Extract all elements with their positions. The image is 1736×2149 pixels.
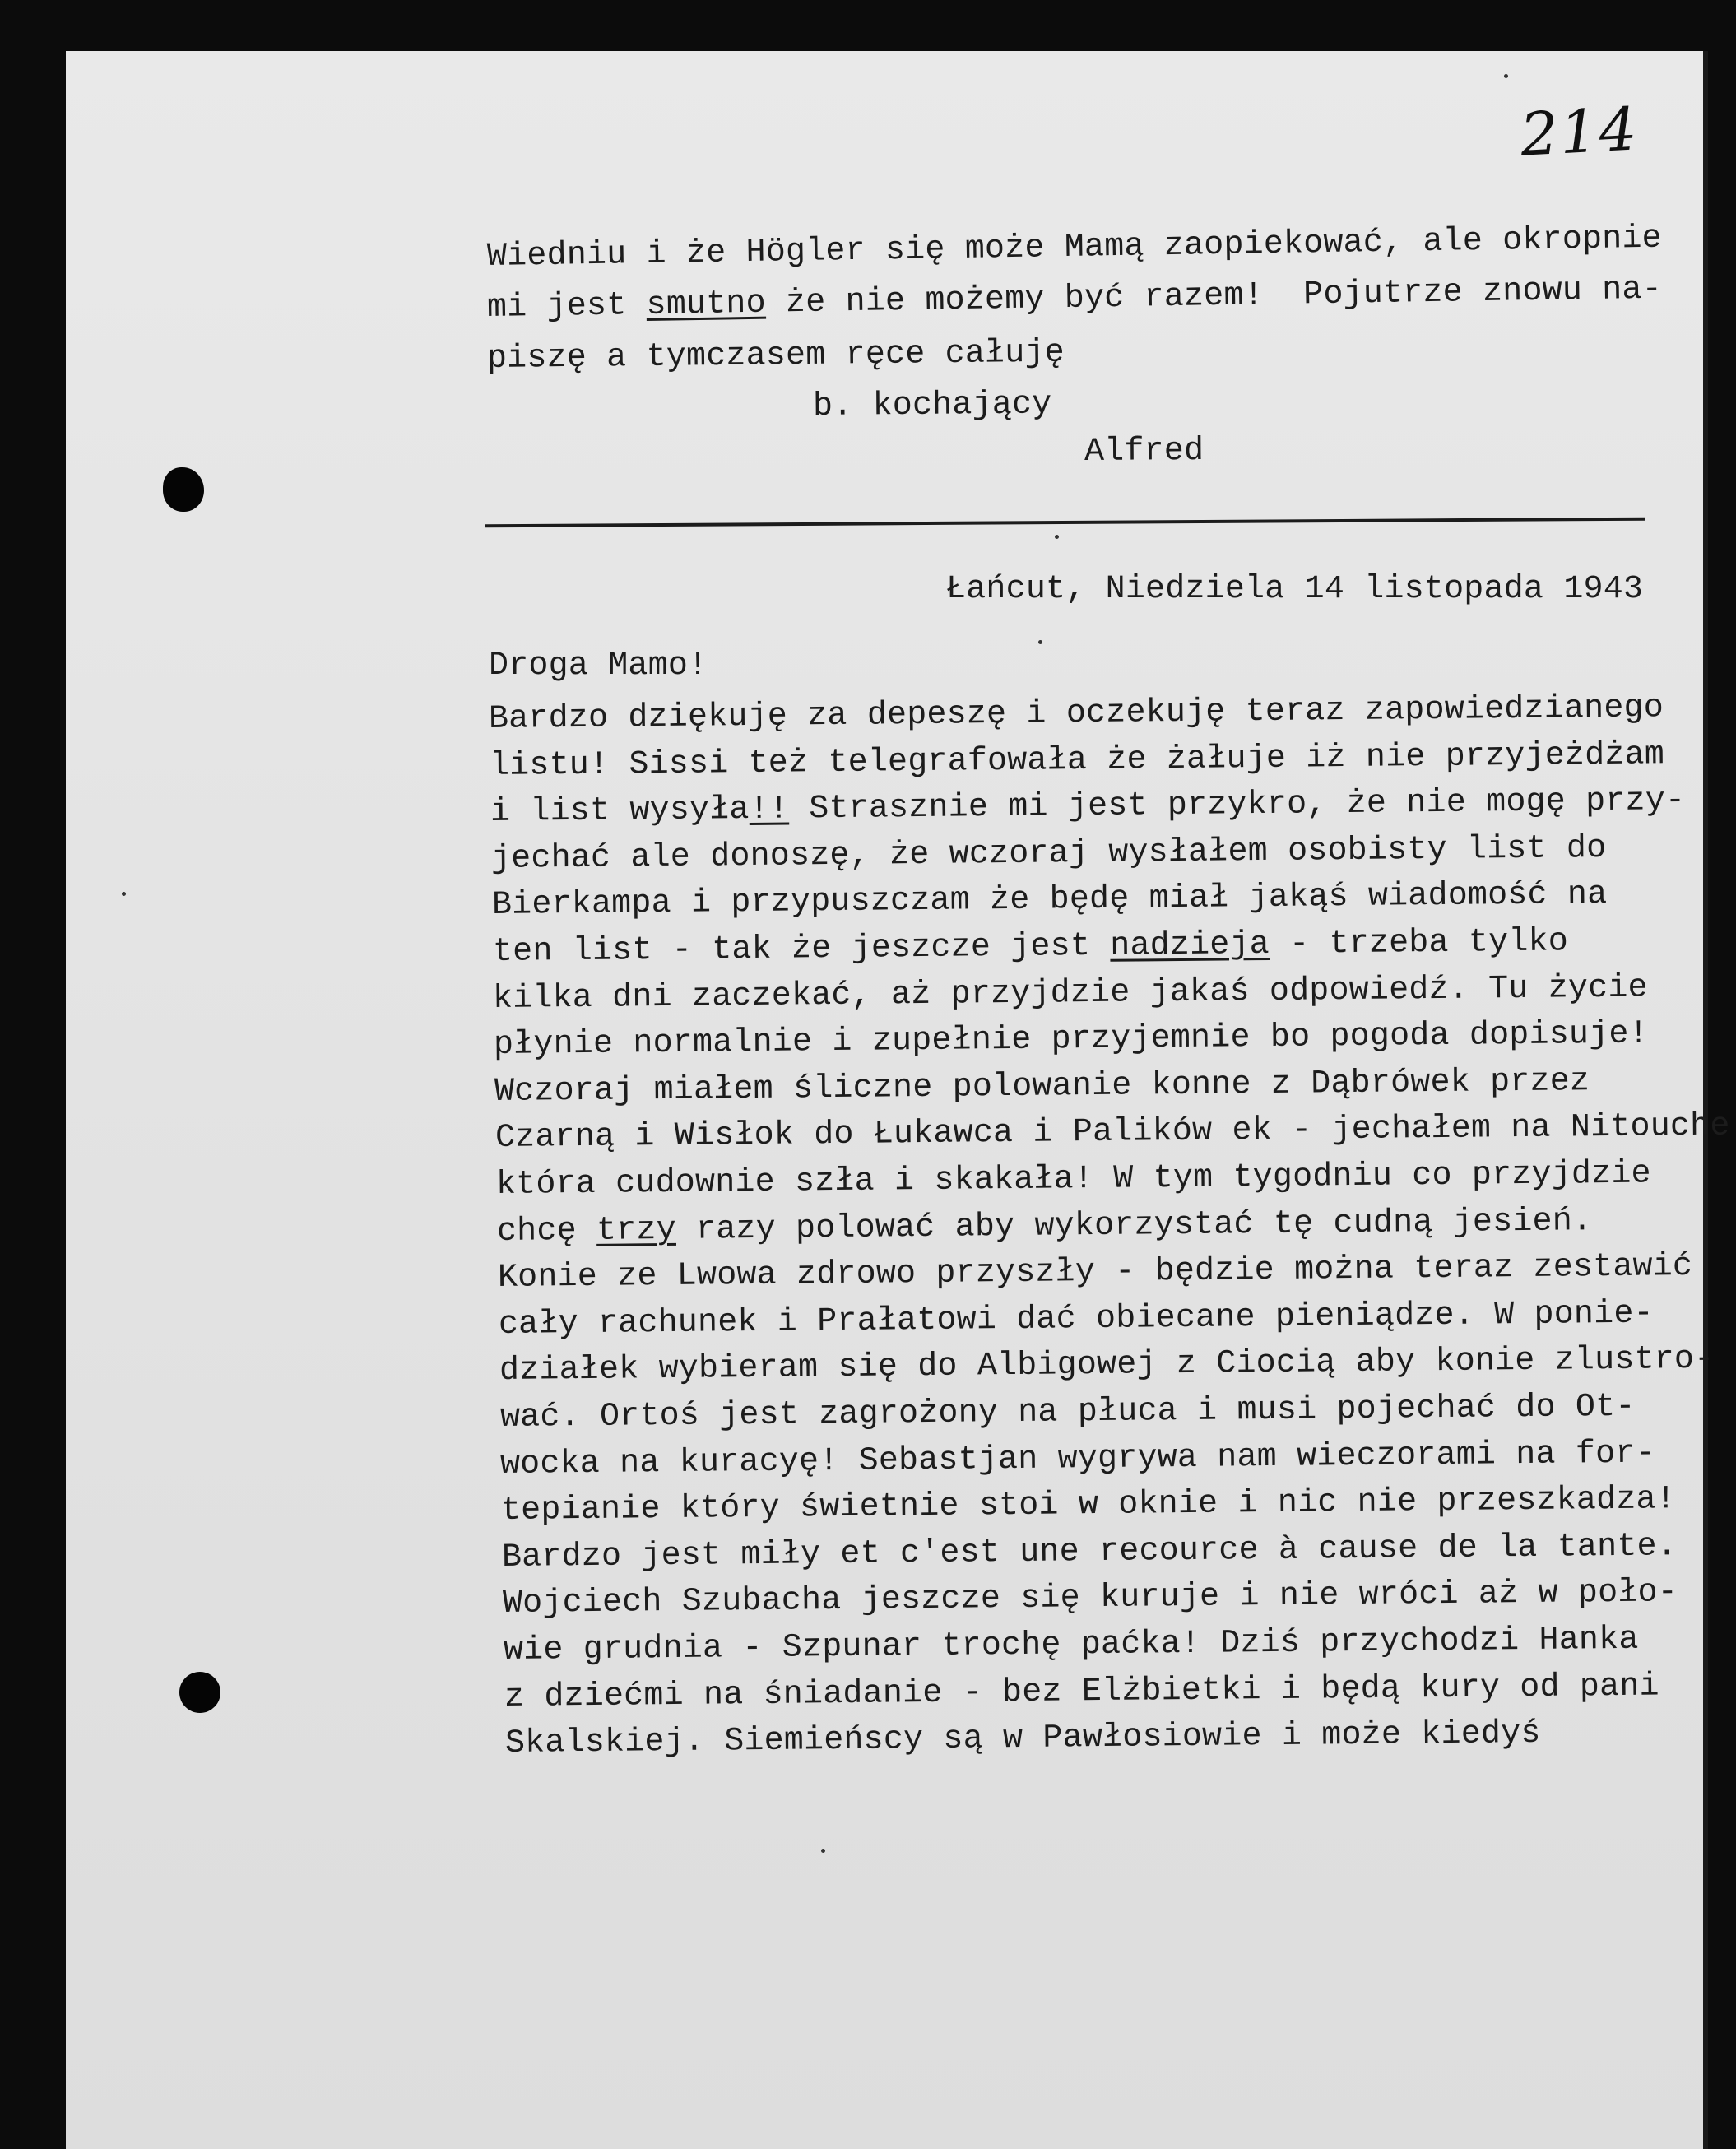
letter-line: Wczoraj miałem śliczne polowanie konne z Dąbrówek przez	[494, 1063, 1590, 1111]
letter-line: z dziećmi na śniadanie - bez Elżbietki i będą kury od pani	[504, 1668, 1659, 1716]
letter-line: cały rachunek i Prałatowi dać obiecane pieniądze. W ponie-	[498, 1295, 1654, 1344]
letter-line: Wojciech Szubacha jeszcze się kuruje i nie wróci aż w poło-	[502, 1574, 1678, 1622]
letter-line: Czarną i Wisłok do Łukawca i Palików ek - jechałem na Nitouche	[494, 1107, 1730, 1157]
letter-line: piszę a tymczasem ręce całuję	[486, 334, 1065, 378]
letter-line: kilka dni zaczekać, aż przyjdzie jakaś odpowiedź. Tu życie	[492, 969, 1648, 1018]
text-run: razy polować aby wykorzystać tę cudną jesień.	[675, 1203, 1593, 1249]
underlined-word: nadzieja	[1110, 926, 1270, 965]
speck	[821, 1849, 825, 1853]
letter-line: wocka na kuracyę! Sebastjan wygrywa nam wieczorami na for-	[499, 1435, 1655, 1483]
letter-line: Bardzo dziękuję za depeszę i oczekuję teraz zapowiedzianego	[488, 689, 1664, 738]
speck	[1055, 535, 1059, 539]
text-run: że nie możemy być razem! Pojutrze znowu na-	[765, 271, 1663, 323]
text-run: chcę	[496, 1212, 597, 1251]
letter-line: Skalskiej. Siemieńscy są w Pawłosiowie i może kiedyś	[504, 1715, 1541, 1762]
underlined-word: !!	[749, 791, 790, 829]
handwritten-page-number: 214	[1518, 94, 1641, 169]
speck	[1504, 74, 1508, 78]
letter-line: Wiedniu i że Högler się może Mamą zaopiekować, ale okropnie	[486, 220, 1663, 276]
letter-line: jechać ale donoszę, że wczoraj wysłałem osobisty list do	[490, 829, 1607, 878]
text-run: ten list - tak że jeszcze jest	[492, 927, 1111, 971]
text-run: mi jest	[486, 286, 647, 327]
place-date: Łańcut, Niedziela 14 listopada 1943	[946, 571, 1644, 608]
letter-line: wać. Ortoś jest zagrożony na płuca i musi pojechać do Ot-	[499, 1388, 1636, 1437]
letter-line: Alfred	[1084, 432, 1205, 471]
punch-hole-bottom	[179, 1672, 220, 1713]
letter-line: Bierkampa i przypuszczam że będę miał jakąś wiadomość na	[491, 875, 1608, 924]
letter-line: b. kochający	[812, 386, 1052, 425]
text-run: - trzeba tylko	[1269, 923, 1569, 963]
text-run: i list wysyła	[490, 791, 750, 831]
letter-line: listu! Sissi też telegrafowała że żałuje iż nie przyjeżdżam	[489, 736, 1665, 785]
speck	[1038, 640, 1042, 644]
letter-line: tepianie który świetnie stoi w oknie i nic nie przeszkadza!	[500, 1481, 1677, 1529]
salutation: Droga Mamo!	[489, 647, 708, 685]
underlined-word: trzy	[596, 1211, 677, 1250]
letter-line: wie grudnia - Szpunar trochę paćka! Dziś przychodzi Hanka	[503, 1621, 1639, 1669]
letter-line: płynie normalnie i zupełnie przyjemnie bo pogoda dopisuje!	[493, 1015, 1649, 1064]
punch-hole-top	[163, 467, 204, 512]
letter-line: która cudownie szła i skakała! W tym tygodniu co przyjdzie	[495, 1155, 1651, 1204]
letter-line: Konie ze Lwowa zdrowo przyszły - będzie można teraz zestawić	[497, 1248, 1693, 1297]
page-edge	[1703, 51, 1708, 2149]
underlined-word: smutno	[646, 285, 767, 324]
speck	[122, 892, 126, 896]
text-run: Strasznie mi jest przykro, że nie mogę przy-	[788, 782, 1686, 829]
letter-line: Bardzo jest miły et c'est une recource à cause de la tante.	[501, 1528, 1678, 1576]
letter-line: działek wybieram się do Albigowej z Ciocią aby konie zlustro-	[499, 1340, 1715, 1390]
